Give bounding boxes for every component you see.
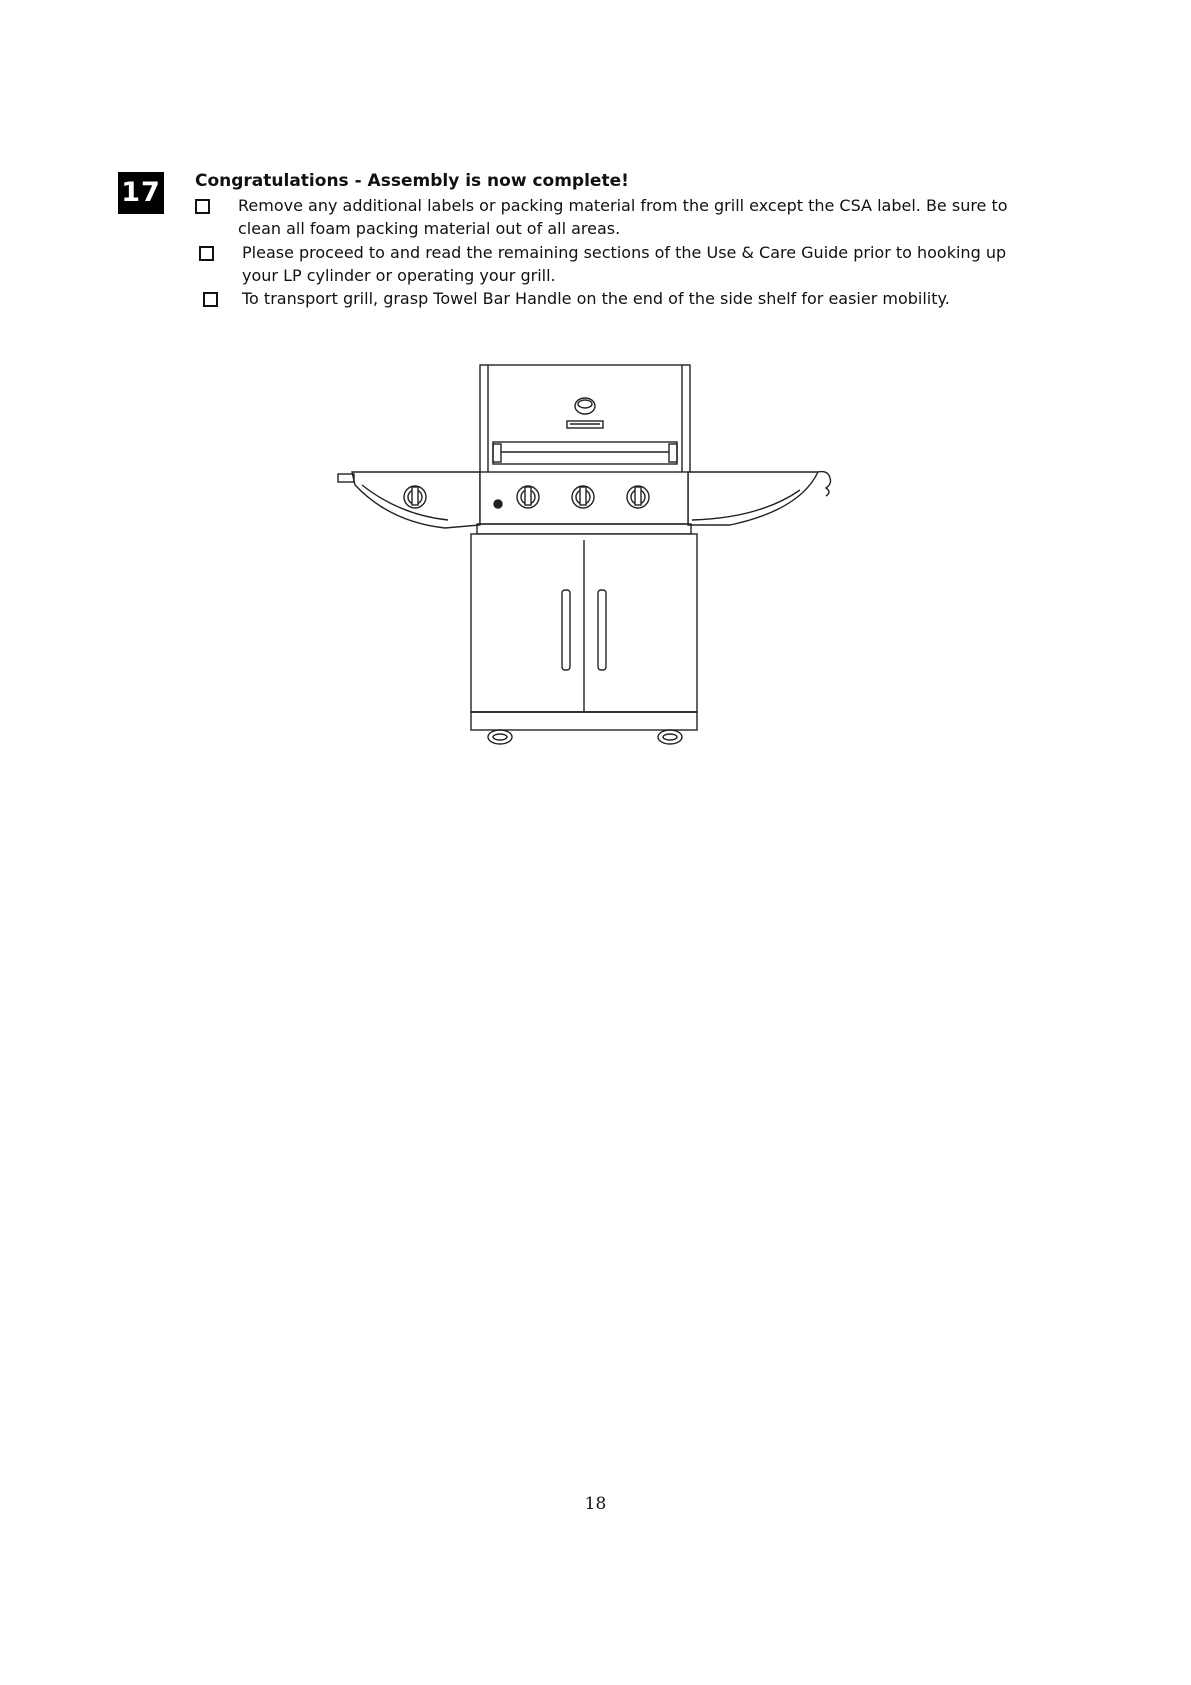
checkbox-icon xyxy=(195,199,210,214)
checklist-item xyxy=(195,287,1095,310)
checkbox-icon xyxy=(199,246,214,261)
grill-illustration-icon xyxy=(330,360,850,760)
checklist-item-text-line1: To transport grill, grasp Towel Bar Handle on the end of the side shelf for easier mobility. xyxy=(242,289,950,308)
step-heading: Congratulations - Assembly is now complete! xyxy=(195,171,629,191)
checklist-item-text-line1: Remove any additional labels or packing material from the grill except the CSA label. Be sure to xyxy=(238,196,1008,215)
checklist-item xyxy=(195,241,1095,287)
checklist-item-text-line2: clean all foam packing material out of all areas. xyxy=(238,219,621,238)
step-number-badge: 17 xyxy=(118,172,164,214)
checkbox-icon xyxy=(203,292,218,307)
page-number: 18 xyxy=(584,1494,607,1514)
checklist-item-text-line1: Please proceed to and read the remaining sections of the Use & Care Guide prior to hooking up xyxy=(242,243,1007,262)
checklist-item-text-line2: your LP cylinder or operating your grill. xyxy=(242,266,556,285)
checklist-item xyxy=(195,194,1095,240)
